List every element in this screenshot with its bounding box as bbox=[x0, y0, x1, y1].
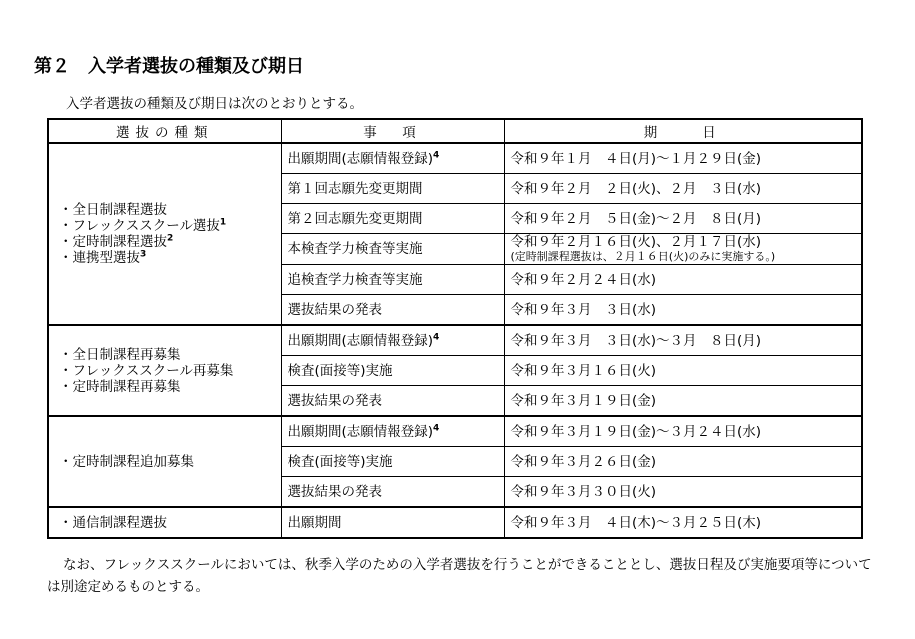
schedule-table bbox=[47, 118, 863, 539]
item-cell bbox=[281, 234, 504, 265]
date-cell bbox=[504, 204, 862, 234]
footnote-text bbox=[47, 554, 882, 598]
footnote-marker: 2 bbox=[167, 233, 174, 244]
item-cell bbox=[281, 477, 504, 508]
date-cell bbox=[504, 477, 862, 508]
item-text: 選抜結果の発表 bbox=[287, 392, 382, 409]
selection-type-text: ・全日制課程選抜 bbox=[59, 202, 167, 218]
item-cell bbox=[281, 265, 504, 295]
item-cell bbox=[281, 416, 504, 447]
selection-type-text: ・連携型選抜 bbox=[59, 250, 140, 266]
schedule-group bbox=[48, 143, 862, 325]
date-cell bbox=[504, 416, 862, 447]
date-text: 令和９年２月１６日(火)、２月１７日(水) bbox=[510, 234, 762, 250]
selection-type-cell bbox=[48, 507, 281, 538]
item-text: 選抜結果の発表 bbox=[287, 301, 382, 318]
section-heading: 第２ 入学者選抜の種類及び期日 bbox=[34, 56, 304, 77]
date-text: 令和９年３月 ３日(水) bbox=[510, 301, 657, 318]
date-text: 令和９年２月 ２日(火)、２月 ３日(水) bbox=[510, 180, 762, 197]
item-text: 追検査学力検査等実施 bbox=[287, 271, 423, 288]
date-cell bbox=[504, 265, 862, 295]
table-row bbox=[48, 325, 862, 356]
item-text: 検査(面接等)実施 bbox=[287, 453, 393, 470]
item-cell bbox=[281, 295, 504, 326]
item-cell bbox=[281, 386, 504, 417]
item-cell bbox=[281, 507, 504, 538]
selection-type-label bbox=[59, 218, 275, 234]
date-text: 令和９年３月１９日(金) bbox=[510, 392, 657, 409]
selection-type-cell bbox=[48, 143, 281, 325]
table-row bbox=[48, 507, 862, 538]
item-cell bbox=[281, 174, 504, 204]
date-text: 令和９年３月１９日(金)～３月２４日(水) bbox=[510, 423, 762, 440]
date-text: 令和９年２月２４日(水) bbox=[510, 271, 657, 288]
item-cell bbox=[281, 447, 504, 477]
item-text: 出願期間 bbox=[287, 514, 342, 531]
footnote-marker: 3 bbox=[140, 249, 147, 260]
footnote-marker: 4 bbox=[433, 423, 440, 433]
item-cell bbox=[281, 204, 504, 234]
item-text: 本検査学力検査等実施 bbox=[287, 241, 423, 257]
date-text: 令和９年２月 ５日(金)～２月 ８日(月) bbox=[510, 210, 762, 227]
date-text: 令和９年３月 ４日(木)～３月２５日(木) bbox=[510, 514, 762, 531]
date-cell bbox=[504, 386, 862, 417]
date-text: 令和９年３月１６日(火) bbox=[510, 362, 657, 379]
date-cell bbox=[504, 143, 862, 174]
date-text: 令和９年３月３０日(火) bbox=[510, 483, 657, 500]
table-row bbox=[48, 416, 862, 447]
item-cell bbox=[281, 143, 504, 174]
selection-type-label bbox=[59, 454, 275, 470]
date-note: (定時制課程選抜は、２月１６日(火)のみに実施する。) bbox=[510, 250, 776, 263]
item-text: 出願期間(志願情報登録) bbox=[287, 332, 434, 349]
selection-type-text: ・フレックススクール選抜 bbox=[59, 218, 220, 234]
header-selection-type: 選抜の種類 bbox=[48, 119, 281, 143]
intro-text: 入学者選抜の種類及び期日は次のとおりとする。 bbox=[66, 96, 363, 112]
item-text: 第２回志願先変更期間 bbox=[287, 210, 423, 227]
date-cell bbox=[504, 234, 862, 265]
footnote-body: なお、フレックススクールにおいては、秋季入学のための入学者選抜を行うことができることとし、選抜日程及び実施要項等については別途定めるものとする。 bbox=[47, 557, 872, 595]
selection-type-label bbox=[59, 379, 275, 395]
schedule-group bbox=[48, 325, 862, 416]
selection-type-label bbox=[59, 234, 275, 250]
item-text: 第１回志願先変更期間 bbox=[287, 180, 423, 197]
selection-type-text: ・フレックススクール再募集 bbox=[59, 362, 234, 379]
item-cell bbox=[281, 356, 504, 386]
selection-type-text: ・定時制課程選抜 bbox=[59, 234, 167, 250]
date-cell bbox=[504, 325, 862, 356]
selection-type-label bbox=[59, 347, 275, 363]
item-cell bbox=[281, 325, 504, 356]
selection-type-label bbox=[59, 202, 275, 218]
schedule-group bbox=[48, 416, 862, 507]
footnote-marker: 4 bbox=[433, 332, 440, 342]
date-text: 令和９年１月 ４日(月)～１月２９日(金) bbox=[510, 150, 762, 167]
selection-type-text: ・定時制課程追加募集 bbox=[59, 453, 194, 470]
header-item: 事 項 bbox=[281, 119, 504, 143]
selection-type-label bbox=[59, 515, 275, 531]
date-text: 令和９年３月 ３日(水)～３月 ８日(月) bbox=[510, 332, 762, 349]
header-date: 期 日 bbox=[504, 119, 862, 143]
selection-type-text: ・通信制課程選抜 bbox=[59, 514, 167, 531]
selection-type-label bbox=[59, 363, 275, 379]
selection-type-text: ・定時制課程再募集 bbox=[59, 378, 181, 395]
date-cell bbox=[504, 295, 862, 326]
item-text: 検査(面接等)実施 bbox=[287, 362, 393, 379]
table-header-row bbox=[48, 119, 862, 143]
selection-type-cell bbox=[48, 416, 281, 507]
selection-type-text: ・全日制課程再募集 bbox=[59, 346, 181, 363]
date-cell bbox=[504, 447, 862, 477]
date-cell bbox=[504, 356, 862, 386]
item-text: 出願期間(志願情報登録) bbox=[287, 423, 434, 440]
selection-type-cell bbox=[48, 325, 281, 416]
date-cell bbox=[504, 507, 862, 538]
date-cell bbox=[504, 174, 862, 204]
item-text: 選抜結果の発表 bbox=[287, 483, 382, 500]
schedule-group bbox=[48, 507, 862, 538]
date-text: 令和９年３月２６日(金) bbox=[510, 453, 657, 470]
table-row bbox=[48, 143, 862, 174]
footnote-marker: 1 bbox=[219, 217, 227, 228]
selection-type-label bbox=[59, 250, 275, 266]
item-text: 出願期間(志願情報登録) bbox=[287, 150, 434, 167]
footnote-marker: 4 bbox=[433, 150, 440, 160]
